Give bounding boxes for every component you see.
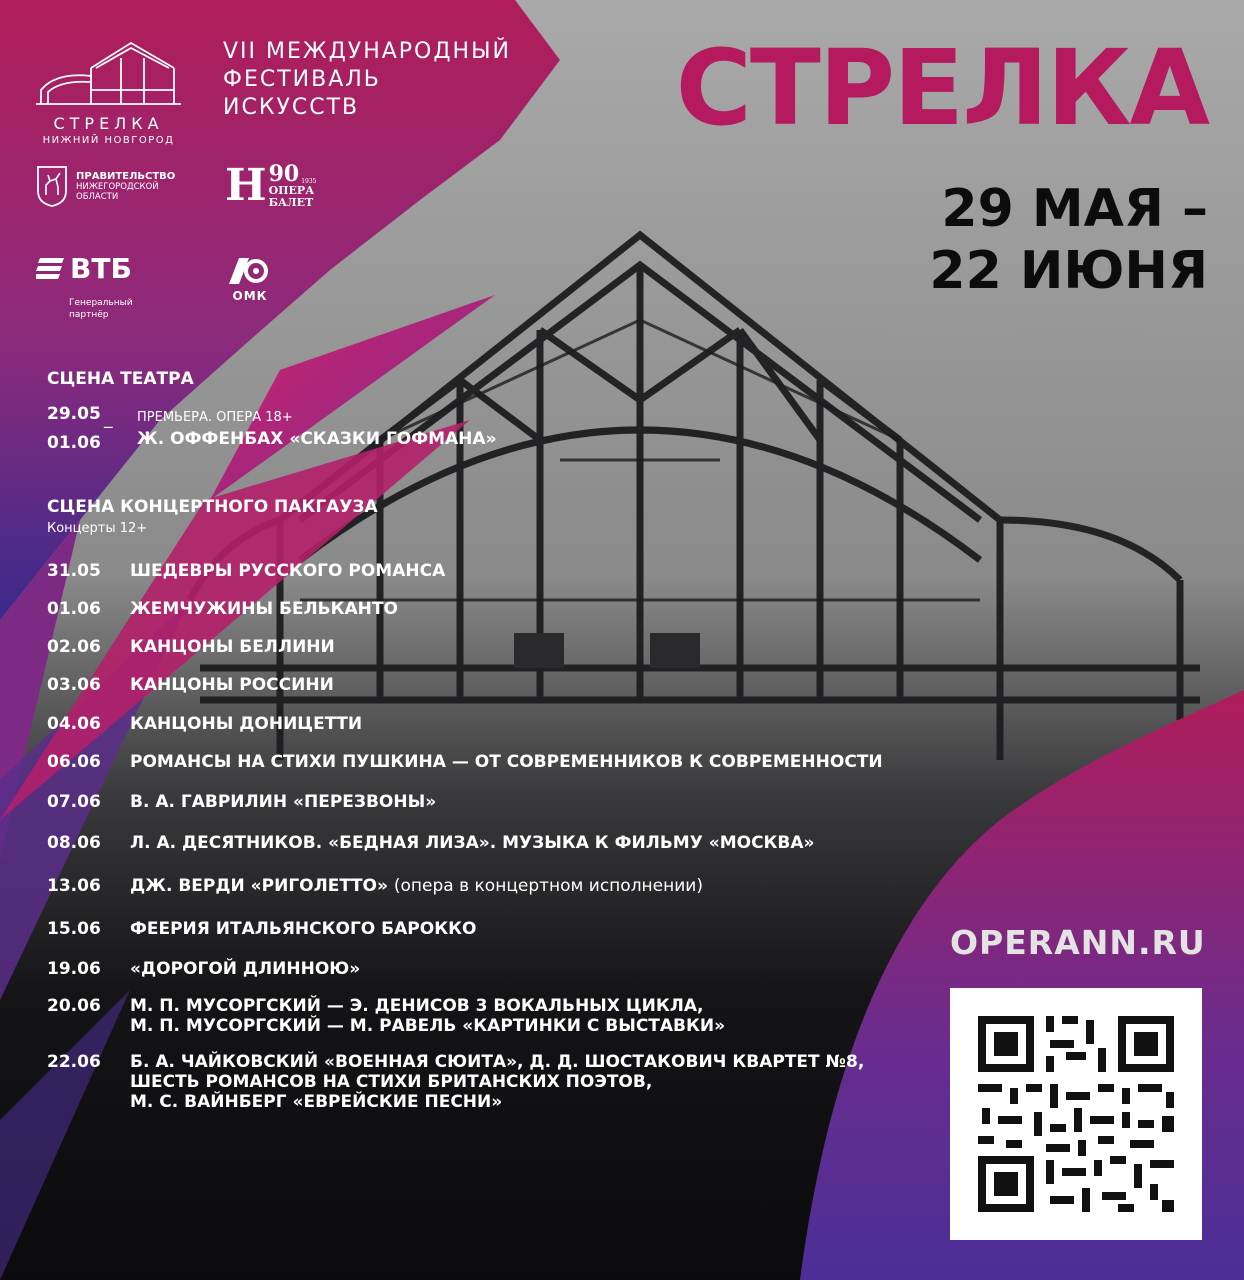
vtb-sub-line-1: Генеральный (69, 298, 133, 308)
pavilion-logo-icon (36, 38, 181, 108)
concert-title: ШЕДЕВРЫ РУССКОГО РОМАНСА (130, 561, 446, 581)
logo-city: НИЖНИЙ НОВГОРОД (42, 135, 175, 146)
deer-coat-of-arms-icon (36, 165, 68, 207)
government-logo (36, 165, 175, 207)
concert-title: Л. А. ДЕСЯТНИКОВ. «БЕДНАЯ ЛИЗА». МУЗЫКА К ФИЛЬМУ «МОСКВА» (130, 833, 815, 853)
vtb-name: ВТБ (70, 252, 132, 285)
qr-code-icon (950, 988, 1202, 1240)
theatre-show-title: Ж. ОФФЕНБАХ «СКАЗКИ ГОФМАНА» (137, 429, 497, 449)
concert-title-line: М. С. ВАЙНБЕРГ «ЕВРЕЙСКИЕ ПЕСНИ» (130, 1092, 503, 1112)
concert-date: 15.06 (47, 919, 101, 939)
concert-stage-heading: СЦЕНА КОНЦЕРТНОГО ПАКГАУЗА (47, 497, 378, 517)
vtb-sub-line-2: партнёр (69, 310, 109, 320)
opera-logo-word-1: ОПЕРА (268, 184, 315, 197)
gov-line-2: НИЖЕГОРОДСКОЙ (76, 181, 159, 192)
concert-date: 31.05 (47, 561, 101, 581)
concert-title: ЖЕМЧУЖИНЫ БЕЛЬКАНТО (130, 599, 398, 619)
concert-date: 20.06 (47, 996, 101, 1016)
concert-date: 06.06 (47, 752, 101, 772)
concert-title: КАНЦОНЫ РОССИНИ (130, 675, 334, 695)
website-link[interactable]: OPERANN.RU (950, 923, 1206, 962)
opera-ballet-logo (225, 160, 317, 211)
gov-line-1: ПРАВИТЕЛЬСТВО (76, 170, 176, 182)
concert-title-line: ШЕСТЬ РОМАНСОВ НА СТИХИ БРИТАНСКИХ ПОЭТОВ, (130, 1072, 653, 1092)
theatre-date-start: 29.05 (47, 404, 101, 424)
concert-title-line: М. П. МУСОРГСКИЙ — М. РАВЕЛЬ «КАРТИНКИ С ВЫСТАВКИ» (130, 1016, 726, 1036)
theatre-stage-heading: СЦЕНА ТЕАТРА (47, 369, 194, 389)
qr-code[interactable] (950, 988, 1202, 1240)
omk-mark-icon (229, 258, 271, 284)
opera-logo-word-2: БАЛЕТ (268, 196, 314, 209)
concert-title-block (130, 1052, 864, 1112)
gov-line-3: ОБЛАСТИ (76, 191, 119, 202)
concert-date: 03.06 (47, 675, 101, 695)
opera-logo-number: 90 (268, 161, 300, 187)
concert-date: 22.06 (47, 1052, 101, 1072)
theatre-date-dash: _ (104, 409, 113, 429)
concert-title-block (130, 996, 725, 1036)
concert-title: КАНЦОНЫ ДОНИЦЕТТИ (130, 714, 363, 734)
theatre-premiere-note: ПРЕМЬЕРА. ОПЕРА 18+ (137, 410, 293, 425)
concert-title: РОМАНСЫ НА СТИХИ ПУШКИНА — ОТ СОВРЕМЕННИКОВ К СОВРЕМЕННОСТИ (130, 752, 883, 772)
opera-logo-year: 1935 (301, 178, 317, 185)
festival-line-1: VII МЕЖДУНАРОДНЫЙ (223, 39, 511, 64)
concert-title: В. А. ГАВРИЛИН «ПЕРЕЗВОНЫ» (130, 792, 437, 812)
poster-title: СТРЕЛКА (675, 27, 1208, 149)
concert-title-wrap (130, 876, 703, 896)
strelka-logo (36, 38, 181, 146)
concert-title-line: М. П. МУСОРГСКИЙ — Э. ДЕНИСОВ 3 ВОКАЛЬНЫХ ЦИКЛА, (130, 996, 704, 1016)
festival-line-3: ИСКУССТВ (223, 95, 360, 120)
opera-logo-letter: Н (225, 160, 267, 211)
concert-title: ДЖ. ВЕРДИ «РИГОЛЕТТО» (130, 876, 388, 896)
logo-name: СТРЕЛКА (53, 114, 164, 133)
vtb-stripes-icon (36, 258, 64, 280)
festival-line-2: ФЕСТИВАЛЬ (223, 67, 381, 92)
dates-line-1: 29 МАЯ – (941, 179, 1208, 239)
concert-title-line: Б. А. ЧАЙКОВСКИЙ «ВОЕННАЯ СЮИТА», Д. Д. ШОСТАКОВИЧ КВАРТЕТ №8, (130, 1052, 865, 1072)
omk-name: ОМК (232, 289, 268, 303)
concert-title-note: (опера в концертном исполнении) (393, 876, 703, 896)
theatre-date-end: 01.06 (47, 433, 101, 453)
festival-dates (929, 178, 1208, 302)
festival-subtitle (223, 38, 511, 122)
concert-title: КАНЦОНЫ БЕЛЛИНИ (130, 637, 335, 657)
concert-title: ФЕЕРИЯ ИТАЛЬЯНСКОГО БАРОККО (130, 919, 477, 939)
concert-date: 07.06 (47, 792, 101, 812)
concert-age-note: Концерты 12+ (47, 521, 148, 536)
concert-date: 02.06 (47, 637, 101, 657)
vtb-logo (36, 252, 133, 321)
concert-date: 04.06 (47, 714, 101, 734)
omk-logo (229, 258, 271, 303)
concert-date: 08.06 (47, 833, 101, 853)
concert-date: 19.06 (47, 959, 101, 979)
concert-date: 01.06 (47, 599, 101, 619)
concert-date: 13.06 (47, 876, 101, 896)
concert-title: «ДОРОГОЙ ДЛИННОЮ» (130, 959, 361, 979)
dates-line-2: 22 ИЮНЯ (929, 241, 1208, 301)
